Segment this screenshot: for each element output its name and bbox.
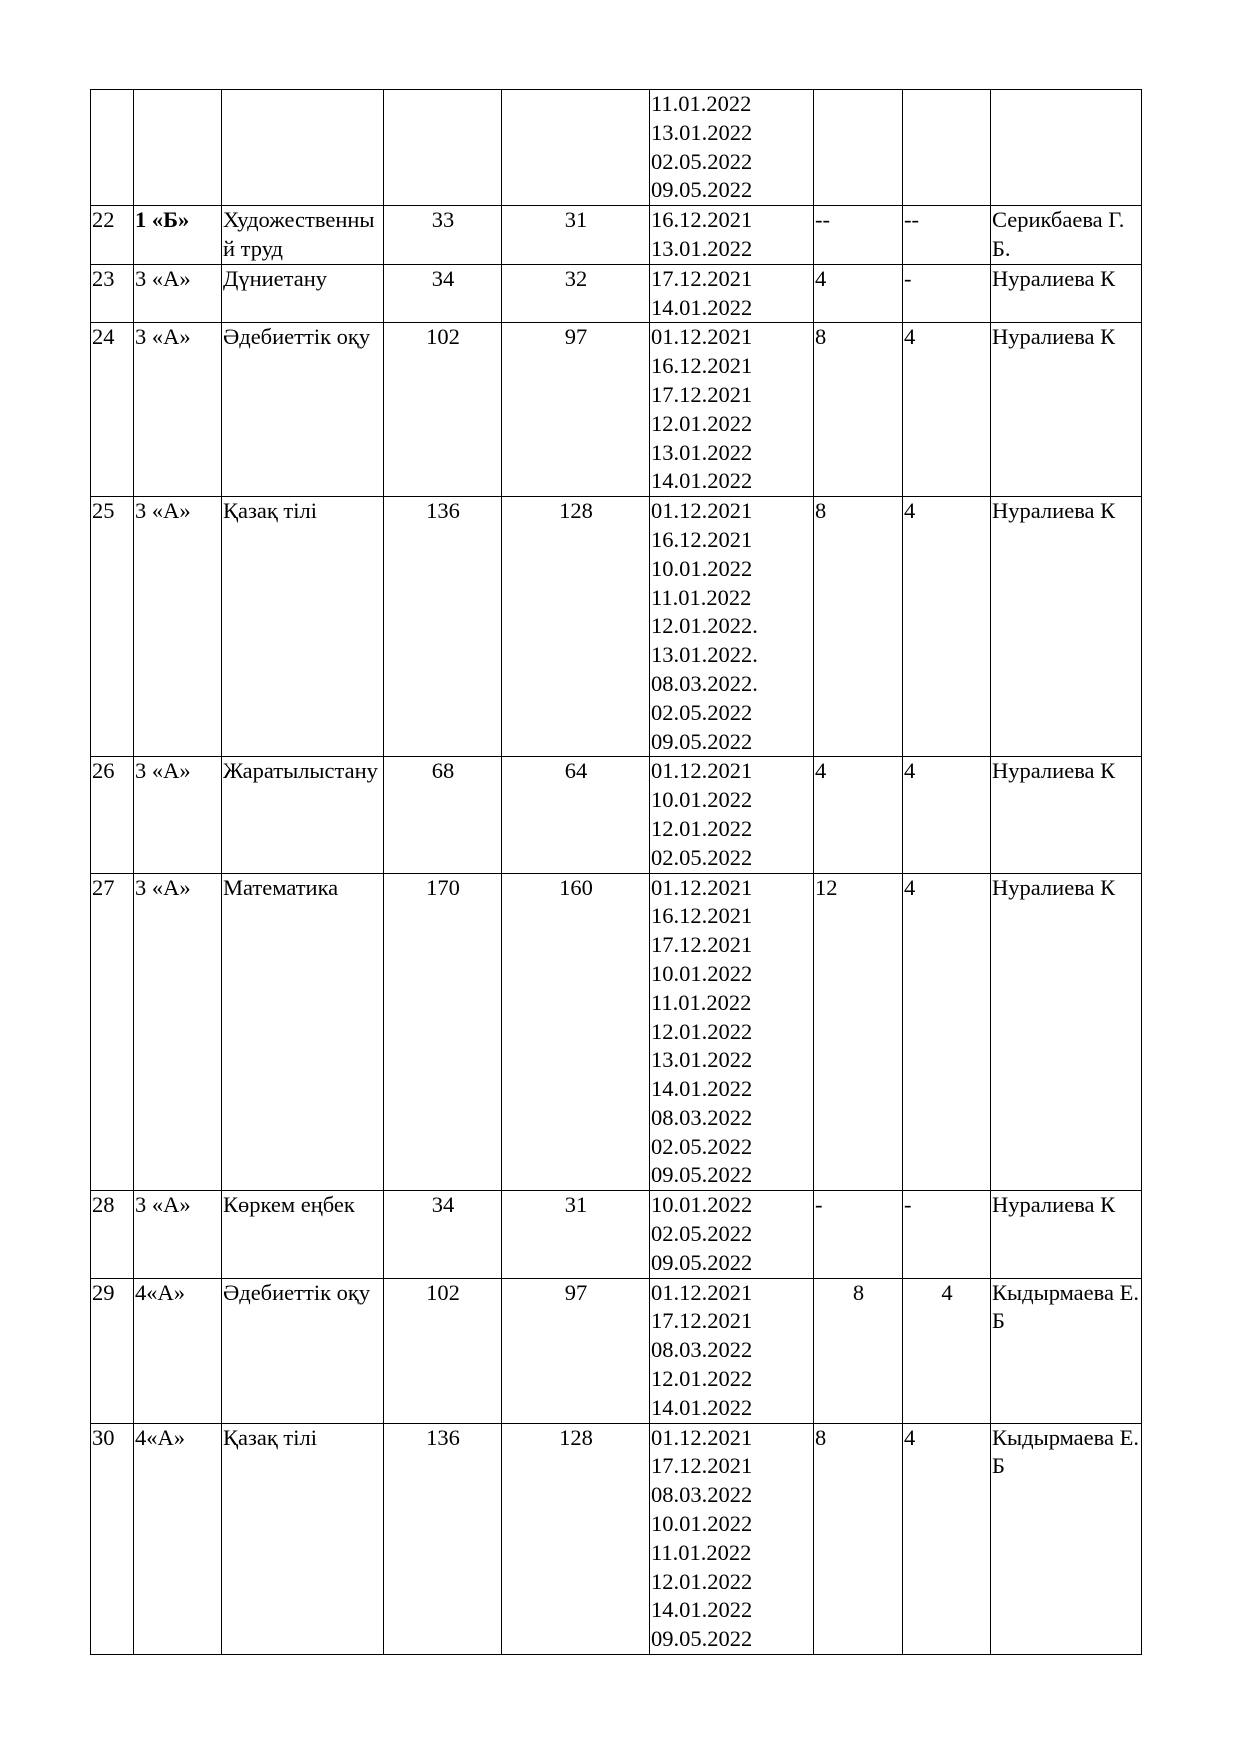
date-entry: 12.01.2022 bbox=[651, 1018, 753, 1044]
actual-hours-cell: 31 bbox=[502, 206, 650, 265]
dates-cell bbox=[650, 206, 814, 265]
planned-hours-cell: 33 bbox=[384, 206, 502, 265]
date-entry: 01.12.2021 bbox=[651, 324, 753, 350]
date-entry: 17.12.2021 bbox=[651, 1308, 753, 1334]
actual-hours-cell: 128 bbox=[502, 1423, 650, 1654]
planned-hours-cell: 136 bbox=[384, 1423, 502, 1654]
table-row bbox=[91, 1423, 1142, 1654]
date-entry: 16.12.2021 bbox=[651, 207, 753, 233]
actual-hours-cell: 31 bbox=[502, 1191, 650, 1278]
date-entry: 02.05.2022 bbox=[651, 1133, 753, 1159]
subject-cell: Дүниетану bbox=[222, 264, 384, 323]
count-a-cell: 8 bbox=[814, 1278, 903, 1423]
row-number-cell: 23 bbox=[91, 264, 134, 323]
planned-hours-cell: 68 bbox=[384, 757, 502, 873]
date-entry: 01.12.2021 bbox=[651, 758, 753, 784]
table-row bbox=[91, 90, 1142, 206]
date-entry: 13.01.2022 bbox=[651, 119, 753, 145]
subject-cell: Көркем еңбек bbox=[222, 1191, 384, 1278]
dates-cell bbox=[650, 1278, 814, 1423]
date-entry: 10.01.2022 bbox=[651, 787, 753, 813]
date-entry: 17.12.2021 bbox=[651, 265, 753, 291]
count-b-cell: - bbox=[903, 264, 991, 323]
date-entry: 01.12.2021 bbox=[651, 874, 753, 900]
teacher-cell: Нуралиева К bbox=[991, 264, 1142, 323]
row-number-cell: 24 bbox=[91, 323, 134, 497]
table-row bbox=[91, 497, 1142, 757]
row-number-cell: 29 bbox=[91, 1278, 134, 1423]
date-entry: 02.05.2022 bbox=[651, 1221, 753, 1247]
teacher-cell bbox=[991, 90, 1142, 206]
date-entry: 17.12.2021 bbox=[651, 381, 753, 407]
date-entry: 14.01.2022 bbox=[651, 468, 753, 494]
class-cell: 4«А» bbox=[134, 1423, 222, 1654]
date-entry: 09.05.2022 bbox=[651, 1626, 753, 1652]
planned-hours-cell: 34 bbox=[384, 264, 502, 323]
date-entry: 08.03.2022 bbox=[651, 1337, 753, 1363]
actual-hours-cell bbox=[502, 90, 650, 206]
row-number-cell: 22 bbox=[91, 206, 134, 265]
table-body bbox=[91, 90, 1142, 1655]
count-b-cell: - bbox=[903, 1191, 991, 1278]
class-cell: 4«А» bbox=[134, 1278, 222, 1423]
dates-cell bbox=[650, 323, 814, 497]
date-entry: 09.05.2022 bbox=[651, 728, 753, 754]
actual-hours-cell: 97 bbox=[502, 323, 650, 497]
dates-cell bbox=[650, 873, 814, 1191]
date-entry: 13.01.2022. bbox=[651, 642, 758, 668]
date-entry: 16.12.2021 bbox=[651, 353, 753, 379]
table-row bbox=[91, 873, 1142, 1191]
date-entry: 02.05.2022 bbox=[651, 844, 753, 870]
planned-hours-cell: 102 bbox=[384, 1278, 502, 1423]
teacher-cell: Нуралиева К bbox=[991, 1191, 1142, 1278]
class-cell: 3 «А» bbox=[134, 757, 222, 873]
row-number-cell: 26 bbox=[91, 757, 134, 873]
date-entry: 09.05.2022 bbox=[651, 1162, 753, 1188]
date-entry: 13.01.2022 bbox=[651, 439, 753, 465]
date-entry: 08.03.2022. bbox=[651, 670, 758, 696]
actual-hours-cell: 128 bbox=[502, 497, 650, 757]
date-entry: 08.03.2022 bbox=[651, 1104, 753, 1130]
date-entry: 14.01.2022 bbox=[651, 294, 753, 320]
planned-hours-cell: 170 bbox=[384, 873, 502, 1191]
date-entry: 17.12.2021 bbox=[651, 932, 753, 958]
class-cell: 1 «Б» bbox=[134, 206, 222, 265]
table-row bbox=[91, 1191, 1142, 1278]
count-a-cell: 4 bbox=[814, 264, 903, 323]
dates-cell bbox=[650, 90, 814, 206]
date-entry: 09.05.2022 bbox=[651, 177, 753, 203]
row-number-cell: 30 bbox=[91, 1423, 134, 1654]
date-entry: 12.01.2022 bbox=[651, 1366, 753, 1392]
teacher-cell: Кыдырмаева Е.Б bbox=[991, 1278, 1142, 1423]
teacher-cell: Серикбаева Г.Б. bbox=[991, 206, 1142, 265]
count-b-cell: -- bbox=[903, 206, 991, 265]
date-entry: 10.01.2022 bbox=[651, 1192, 753, 1218]
table-row bbox=[91, 264, 1142, 323]
date-entry: 12.01.2022 bbox=[651, 1568, 753, 1594]
date-entry: 09.05.2022 bbox=[651, 1249, 753, 1275]
date-entry: 12.01.2022. bbox=[651, 613, 758, 639]
planned-hours-cell bbox=[384, 90, 502, 206]
class-cell: 3 «А» bbox=[134, 1191, 222, 1278]
date-entry: 12.01.2022 bbox=[651, 410, 753, 436]
date-entry: 02.05.2022 bbox=[651, 699, 753, 725]
class-cell bbox=[134, 90, 222, 206]
row-number-cell: 25 bbox=[91, 497, 134, 757]
count-a-cell bbox=[814, 90, 903, 206]
date-entry: 16.12.2021 bbox=[651, 903, 753, 929]
count-a-cell: 12 bbox=[814, 873, 903, 1191]
date-entry: 01.12.2021 bbox=[651, 1279, 753, 1305]
date-entry: 13.01.2022 bbox=[651, 235, 753, 261]
subject-cell: Жаратылыстану bbox=[222, 757, 384, 873]
date-entry: 10.01.2022 bbox=[651, 1511, 753, 1537]
count-a-cell: 8 bbox=[814, 323, 903, 497]
class-cell: 3 «А» bbox=[134, 873, 222, 1191]
count-b-cell: 4 bbox=[903, 323, 991, 497]
date-entry: 11.01.2022 bbox=[651, 989, 752, 1015]
date-entry: 17.12.2021 bbox=[651, 1453, 753, 1479]
teacher-cell: Кыдырмаева Е.Б bbox=[991, 1423, 1142, 1654]
count-a-cell: 8 bbox=[814, 497, 903, 757]
date-entry: 14.01.2022 bbox=[651, 1597, 753, 1623]
date-entry: 11.01.2022 bbox=[651, 91, 752, 116]
date-entry: 16.12.2021 bbox=[651, 526, 753, 552]
table-row bbox=[91, 206, 1142, 265]
class-cell: 3 «А» bbox=[134, 497, 222, 757]
count-b-cell bbox=[903, 90, 991, 206]
table-row bbox=[91, 1278, 1142, 1423]
actual-hours-cell: 64 bbox=[502, 757, 650, 873]
teacher-cell: Нуралиева К bbox=[991, 757, 1142, 873]
subject-cell: Математика bbox=[222, 873, 384, 1191]
class-cell: 3 «А» bbox=[134, 323, 222, 497]
date-entry: 14.01.2022 bbox=[651, 1394, 753, 1420]
count-a-cell: 4 bbox=[814, 757, 903, 873]
teacher-cell: Нуралиева К bbox=[991, 323, 1142, 497]
row-number-cell: 27 bbox=[91, 873, 134, 1191]
count-b-cell: 4 bbox=[903, 757, 991, 873]
subject-cell bbox=[222, 90, 384, 206]
lesson-schedule-table bbox=[90, 89, 1142, 1655]
date-entry: 11.01.2022 bbox=[651, 584, 752, 610]
planned-hours-cell: 136 bbox=[384, 497, 502, 757]
date-entry: 01.12.2021 bbox=[651, 498, 753, 524]
planned-hours-cell: 34 bbox=[384, 1191, 502, 1278]
date-entry: 14.01.2022 bbox=[651, 1076, 753, 1102]
actual-hours-cell: 32 bbox=[502, 264, 650, 323]
teacher-cell: Нуралиева К bbox=[991, 497, 1142, 757]
date-entry: 08.03.2022 bbox=[651, 1482, 753, 1508]
table-row bbox=[91, 323, 1142, 497]
dates-cell bbox=[650, 1191, 814, 1278]
subject-cell: Художественный труд bbox=[222, 206, 384, 265]
count-b-cell: 4 bbox=[903, 1423, 991, 1654]
count-b-cell: 4 bbox=[903, 873, 991, 1191]
dates-cell bbox=[650, 497, 814, 757]
actual-hours-cell: 160 bbox=[502, 873, 650, 1191]
date-entry: 11.01.2022 bbox=[651, 1539, 752, 1565]
subject-cell: Әдебиеттік оқу bbox=[222, 323, 384, 497]
planned-hours-cell: 102 bbox=[384, 323, 502, 497]
row-number-cell: 28 bbox=[91, 1191, 134, 1278]
count-a-cell: 8 bbox=[814, 1423, 903, 1654]
count-a-cell: - bbox=[814, 1191, 903, 1278]
subject-cell: Қазақ тілі bbox=[222, 497, 384, 757]
date-entry: 12.01.2022 bbox=[651, 815, 753, 841]
subject-cell: Әдебиеттік оқу bbox=[222, 1278, 384, 1423]
date-entry: 01.12.2021 bbox=[651, 1424, 753, 1450]
actual-hours-cell: 97 bbox=[502, 1278, 650, 1423]
count-a-cell: -- bbox=[814, 206, 903, 265]
row-number-cell bbox=[91, 90, 134, 206]
date-entry: 02.05.2022 bbox=[651, 148, 753, 174]
count-b-cell: 4 bbox=[903, 497, 991, 757]
class-cell: 3 «А» bbox=[134, 264, 222, 323]
table-row bbox=[91, 757, 1142, 873]
date-entry: 13.01.2022 bbox=[651, 1047, 753, 1073]
dates-cell bbox=[650, 757, 814, 873]
dates-cell bbox=[650, 264, 814, 323]
date-entry: 10.01.2022 bbox=[651, 555, 753, 581]
count-b-cell: 4 bbox=[903, 1278, 991, 1423]
teacher-cell: Нуралиева К bbox=[991, 873, 1142, 1191]
dates-cell bbox=[650, 1423, 814, 1654]
subject-cell: Қазақ тілі bbox=[222, 1423, 384, 1654]
date-entry: 10.01.2022 bbox=[651, 960, 753, 986]
